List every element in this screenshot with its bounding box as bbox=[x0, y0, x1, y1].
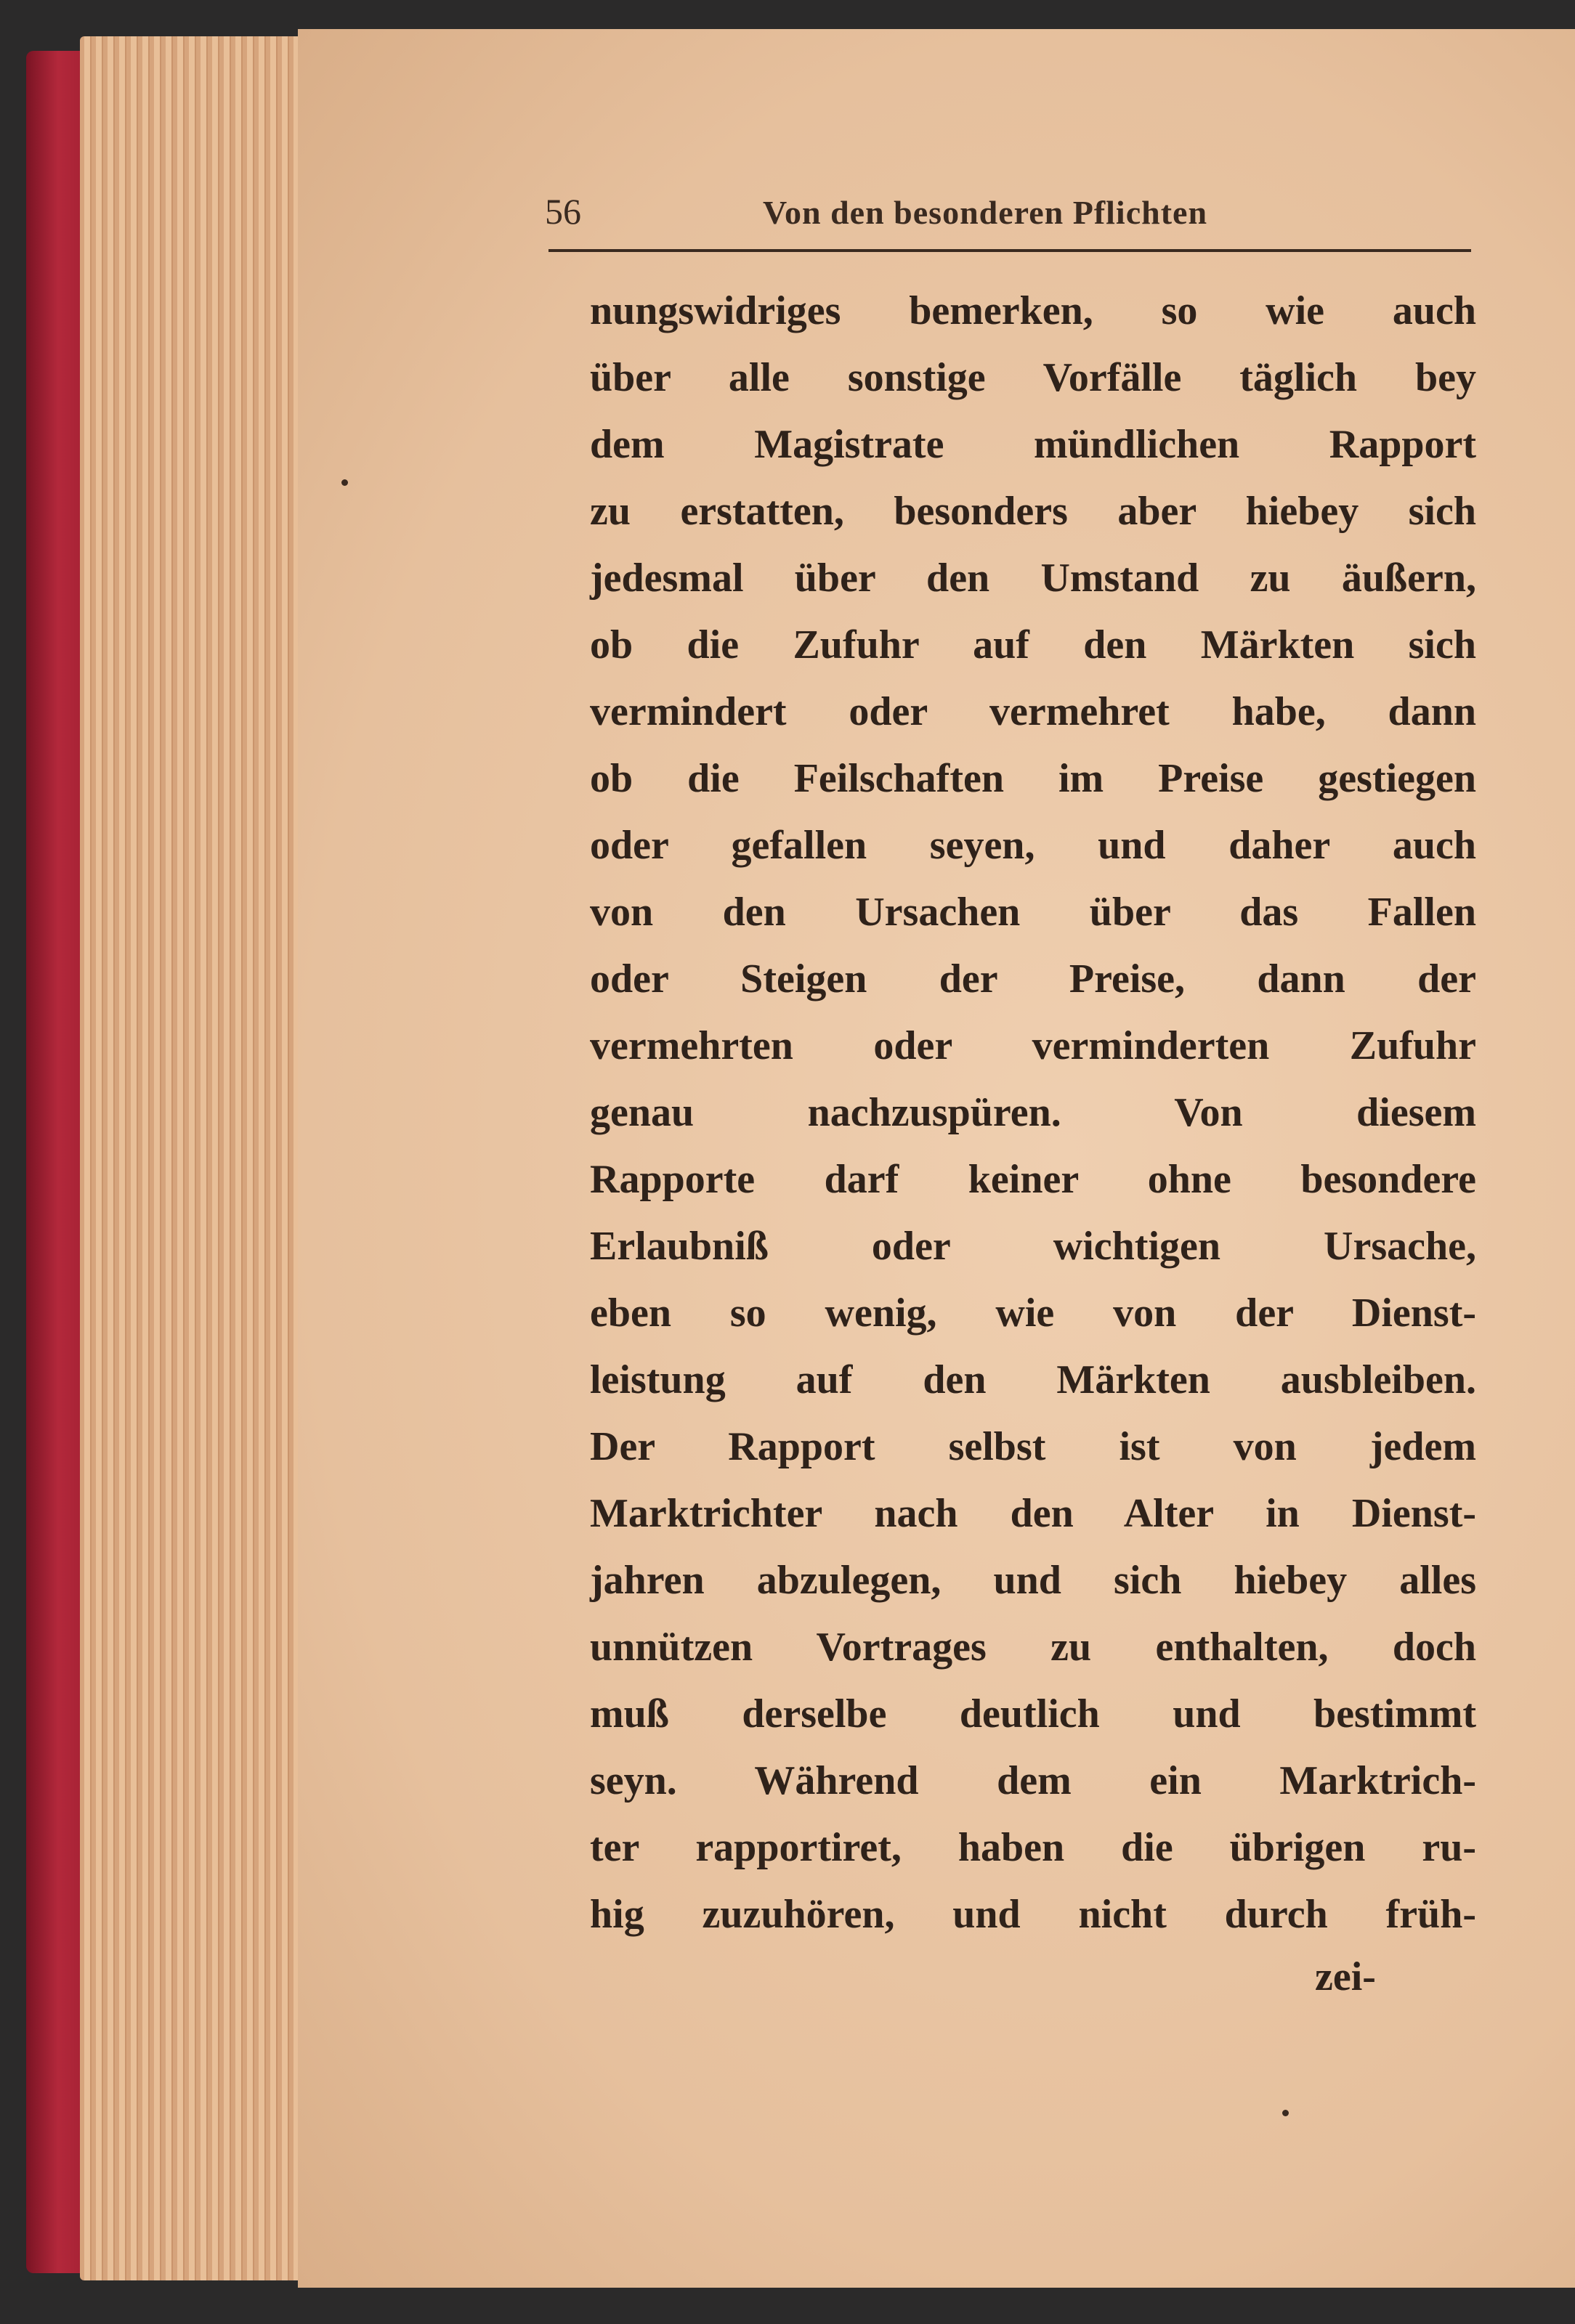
text-line: hig zuzuhören, und nicht durch früh- bbox=[590, 1892, 1476, 1937]
text-line: über alle sonstige Vorfälle täglich bey bbox=[590, 355, 1476, 400]
text-line: oder Steigen der Preise, dann der bbox=[590, 956, 1476, 1001]
text-line: seyn. Während dem ein Marktrich- bbox=[590, 1758, 1476, 1803]
running-title: Von den besonderen Pflichten bbox=[763, 194, 1208, 231]
text-line: eben so wenig, wie von der Dienst- bbox=[590, 1291, 1476, 1336]
text-line: jahren abzulegen, und sich hiebey alles bbox=[590, 1558, 1476, 1603]
page-number: 56 bbox=[545, 191, 581, 232]
text-line: oder gefallen seyen, und daher auch bbox=[590, 823, 1476, 868]
text-line: zu erstatten, besonders aber hiebey sich bbox=[590, 489, 1476, 534]
text-line: Marktrichter nach den Alter in Dienst- bbox=[590, 1491, 1476, 1536]
text-line: dem Magistrate mündlichen Rapport bbox=[590, 422, 1476, 467]
text-line: jedesmal über den Umstand zu äußern, bbox=[590, 556, 1476, 601]
catchword: zei- bbox=[1315, 1954, 1376, 1999]
page-edges-stack bbox=[80, 36, 312, 2280]
text-line: muß derselbe deutlich und bestimmt bbox=[590, 1691, 1476, 1736]
text-line: von den Ursachen über das Fallen bbox=[590, 890, 1476, 935]
text-line: ob die Zufuhr auf den Märkten sich bbox=[590, 622, 1476, 667]
text-line: Rapporte darf keiner ohne besondere bbox=[590, 1157, 1476, 1202]
text-line: ob die Feilschaften im Preise gestiegen bbox=[590, 756, 1476, 801]
text-line: genau nachzuspüren. Von diesem bbox=[590, 1090, 1476, 1135]
page-header bbox=[545, 190, 1467, 234]
header-rule bbox=[548, 249, 1471, 252]
text-line: Erlaubniß oder wichtigen Ursache, bbox=[590, 1224, 1476, 1269]
text-line: Der Rapport selbst ist von jedem bbox=[590, 1424, 1476, 1469]
body-text bbox=[590, 277, 1476, 1948]
text-line: ter rapportiret, haben die übrigen ru- bbox=[590, 1825, 1476, 1870]
paper-speck bbox=[1282, 2110, 1289, 2116]
text-line: vermindert oder vermehret habe, dann bbox=[590, 689, 1476, 734]
text-line: nungswidriges bemerken, so wie auch bbox=[590, 288, 1476, 333]
paper-speck bbox=[341, 479, 348, 486]
text-line: unnützen Vortrages zu enthalten, doch bbox=[590, 1625, 1476, 1670]
text-line: leistung auf den Märkten ausbleiben. bbox=[590, 1357, 1476, 1402]
text-line: vermehrten oder verminderten Zufuhr bbox=[590, 1023, 1476, 1068]
